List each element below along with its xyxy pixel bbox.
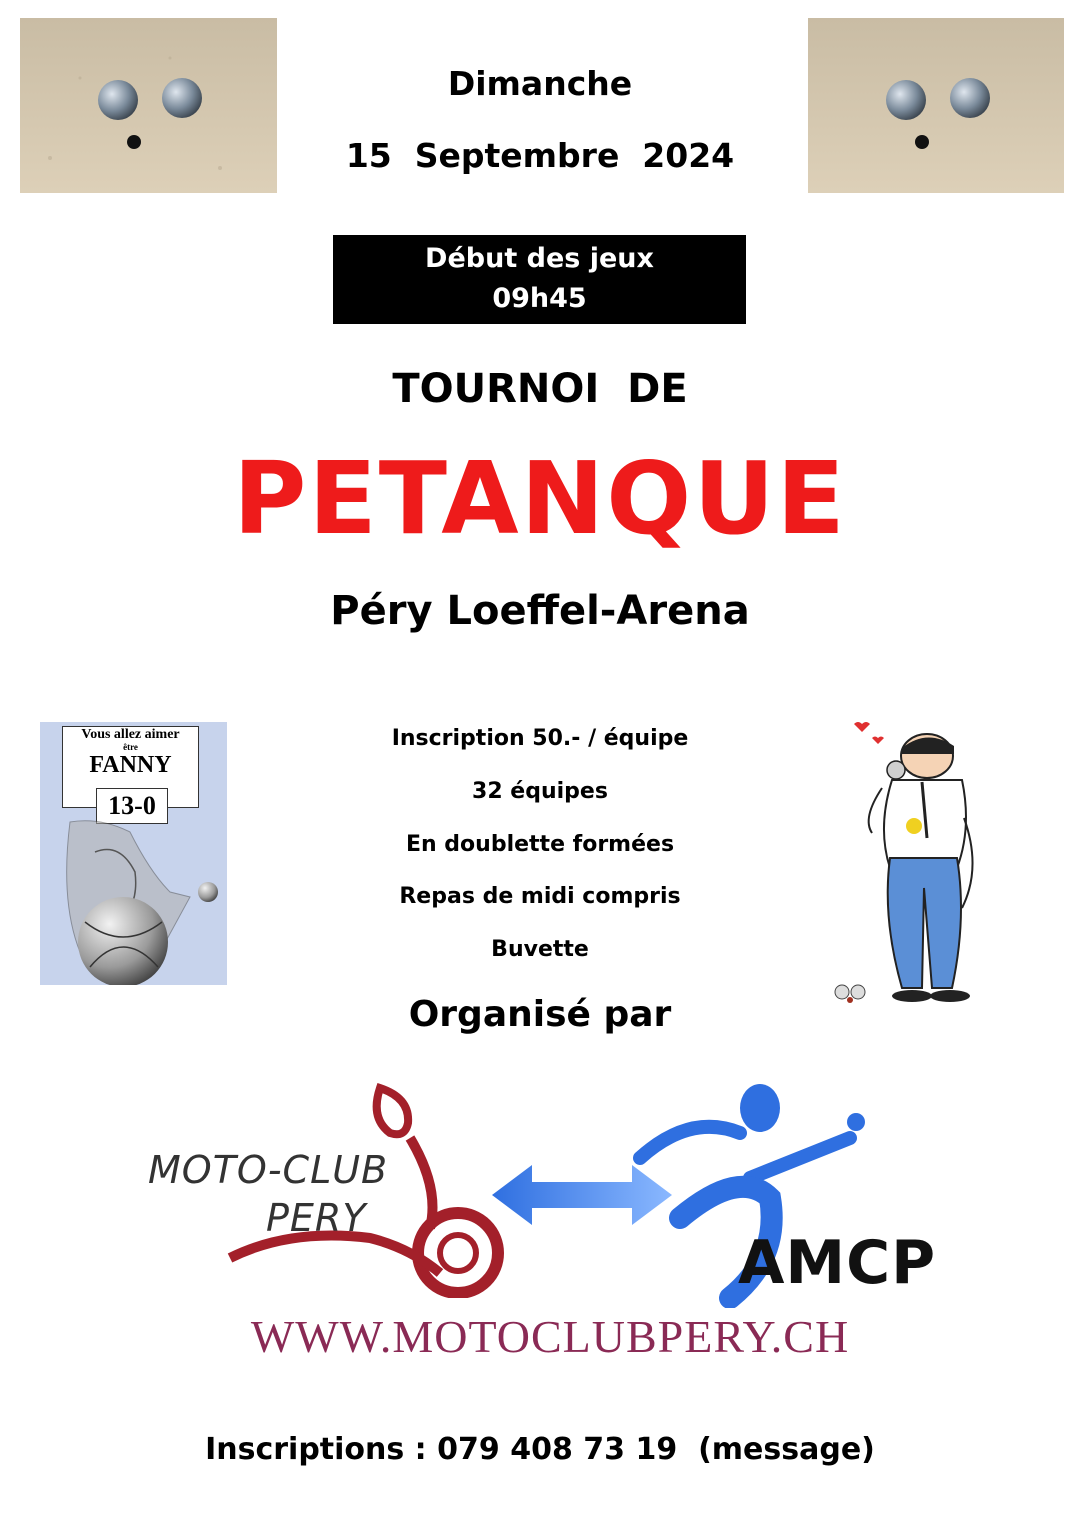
petanque-photo-left <box>20 18 277 193</box>
event-title: PETANQUE <box>233 440 847 557</box>
start-label: Début des jeux <box>425 243 654 274</box>
detail-meal: Repas de midi compris <box>399 884 681 909</box>
registration-contact: Inscriptions : 079 408 73 19 (message) <box>205 1432 875 1467</box>
event-subtitle: TOURNOI DE <box>392 366 688 412</box>
motoclub-logo <box>140 1078 520 1298</box>
player-cartoon <box>832 718 990 1016</box>
petanque-photo-right <box>808 18 1064 193</box>
motoclub-line1: MOTO-CLUB <box>148 1148 389 1192</box>
event-date: 15 Septembre 2024 <box>345 136 735 175</box>
detail-bar: Buvette <box>491 937 589 962</box>
motoclub-line2: PERY <box>266 1196 367 1240</box>
detail-registration: Inscription 50.- / équipe <box>391 726 689 751</box>
fanny-line3: FANNY <box>89 752 172 778</box>
amcp-text: AMCP <box>738 1228 937 1298</box>
fanny-line1: Vous allez aimer <box>81 727 180 742</box>
organizer-label: Organisé par <box>408 994 672 1035</box>
website-link[interactable]: WWW.MOTOCLUBPERY.CH <box>250 1311 850 1362</box>
detail-format: En doublette formées <box>405 832 675 857</box>
fanny-score: 13-0 <box>96 788 168 824</box>
fanny-poster <box>40 722 227 985</box>
start-time-box <box>333 235 746 324</box>
event-location: Péry Loeffel-Arena <box>330 588 750 634</box>
fanny-illustration <box>40 722 227 985</box>
start-time: 09h45 <box>492 283 587 314</box>
event-day: Dimanche <box>447 64 633 103</box>
fanny-line2: être <box>123 742 138 752</box>
detail-teams: 32 équipes <box>472 779 608 804</box>
amcp-logo <box>620 1078 940 1308</box>
